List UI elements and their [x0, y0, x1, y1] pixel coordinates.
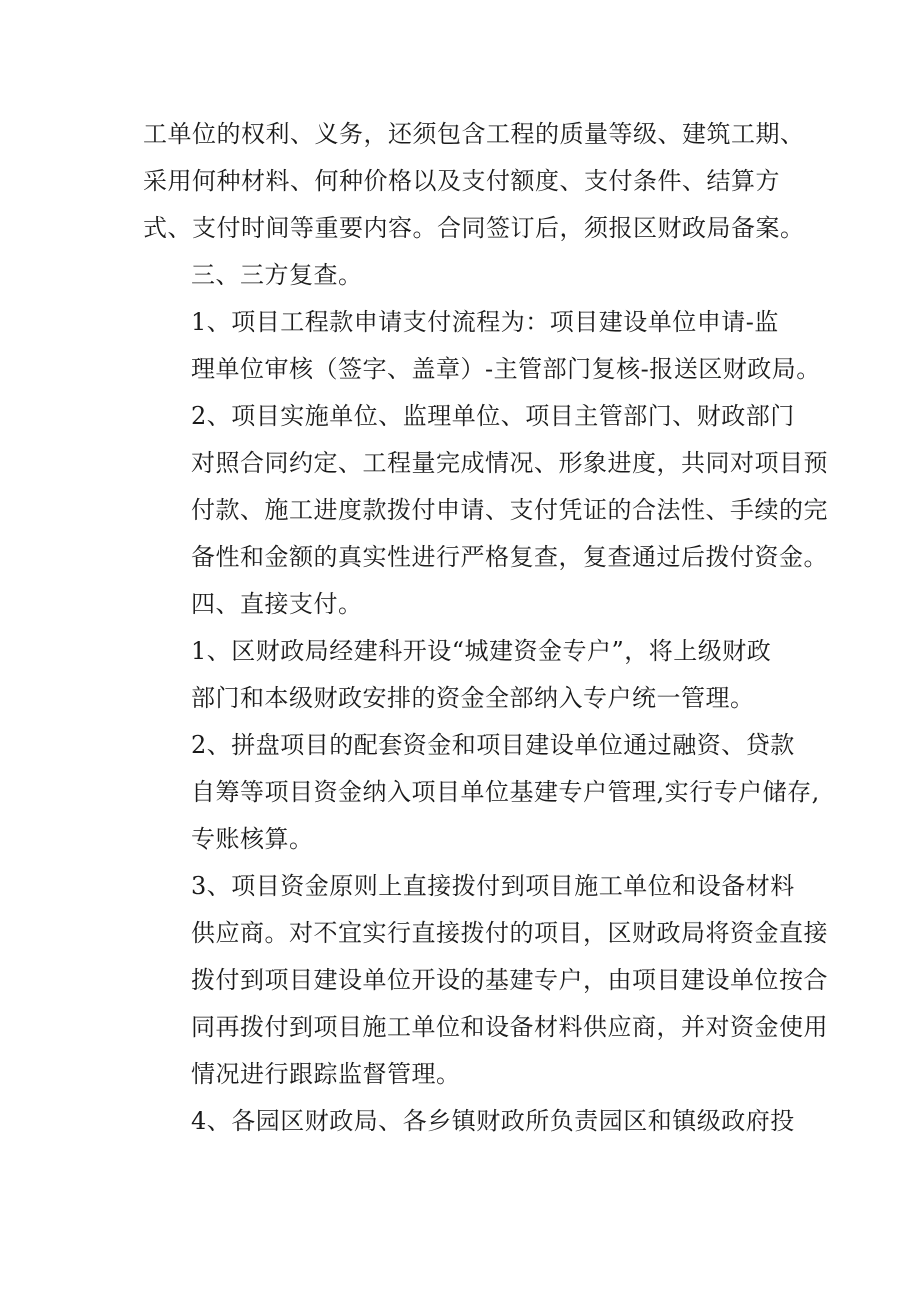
text-line: 2、项目实施单位、监理单位、项目主管部门、财政部门 [191, 402, 795, 430]
paragraph [143, 722, 820, 863]
text-line: 工单位的权利、义务，还须包含工程的质量等级、建筑工期、 [143, 120, 805, 148]
paragraph [143, 299, 821, 393]
text-line: 式、支付时间等重要内容。合同签订后，须报区财政局备案。 [143, 214, 805, 242]
text-line: 专账核算。 [191, 825, 314, 853]
paragraph [143, 581, 783, 628]
text-line: 3、项目资金原则上直接拨付到项目施工单位和设备材料 [191, 872, 795, 900]
paragraph [143, 393, 828, 581]
text-line: 部门和本级财政安排的资金全部纳入专户统一管理。 [191, 684, 755, 712]
text-line: 自筹等项目资金纳入项目单位基建专户管理,实行专户储存, [191, 778, 820, 806]
text-line: 1、项目工程款申请支付流程为：项目建设单位申请-监 [191, 308, 779, 336]
text-line: 拨付到项目建设单位开设的基建专户，由项目建设单位按合 [191, 966, 828, 994]
text-line: 采用何种材料、何种价格以及支付额度、支付条件、结算方 [143, 167, 780, 195]
paragraph [143, 628, 783, 722]
text-line: 1、区财政局经建科开设“城建资金专户”，将上级财政 [191, 637, 772, 665]
text-line: 同再拨付到项目施工单位和设备材料供应商，并对资金使用 [191, 1013, 828, 1041]
text-line: 备性和金额的真实性进行严格复查，复查通过后拨付资金。 [191, 543, 828, 571]
paragraph [143, 1098, 795, 1145]
text-line: 付款、施工进度款拨付申请、支付凭证的合法性、手续的完 [191, 496, 828, 524]
text-line: 四、直接支付。 [191, 590, 363, 618]
text-line: 三、三方复查。 [191, 261, 363, 289]
document-body [143, 111, 828, 1145]
text-line: 理单位审核（签字、盖章）-主管部门复核-报送区财政局。 [191, 355, 821, 383]
text-line: 4、各园区财政局、各乡镇财政所负责园区和镇级政府投 [191, 1107, 795, 1135]
text-line: 2、拼盘项目的配套资金和项目建设单位通过融资、贷款 [191, 731, 795, 759]
paragraph [143, 111, 805, 252]
paragraph [143, 252, 783, 299]
text-line: 情况进行跟踪监督管理。 [191, 1060, 461, 1088]
text-line: 对照合同约定、工程量完成情况、形象进度，共同对项目预 [191, 449, 828, 477]
paragraph [143, 863, 828, 1098]
text-line: 供应商。对不宜实行直接拨付的项目，区财政局将资金直接 [191, 919, 828, 947]
